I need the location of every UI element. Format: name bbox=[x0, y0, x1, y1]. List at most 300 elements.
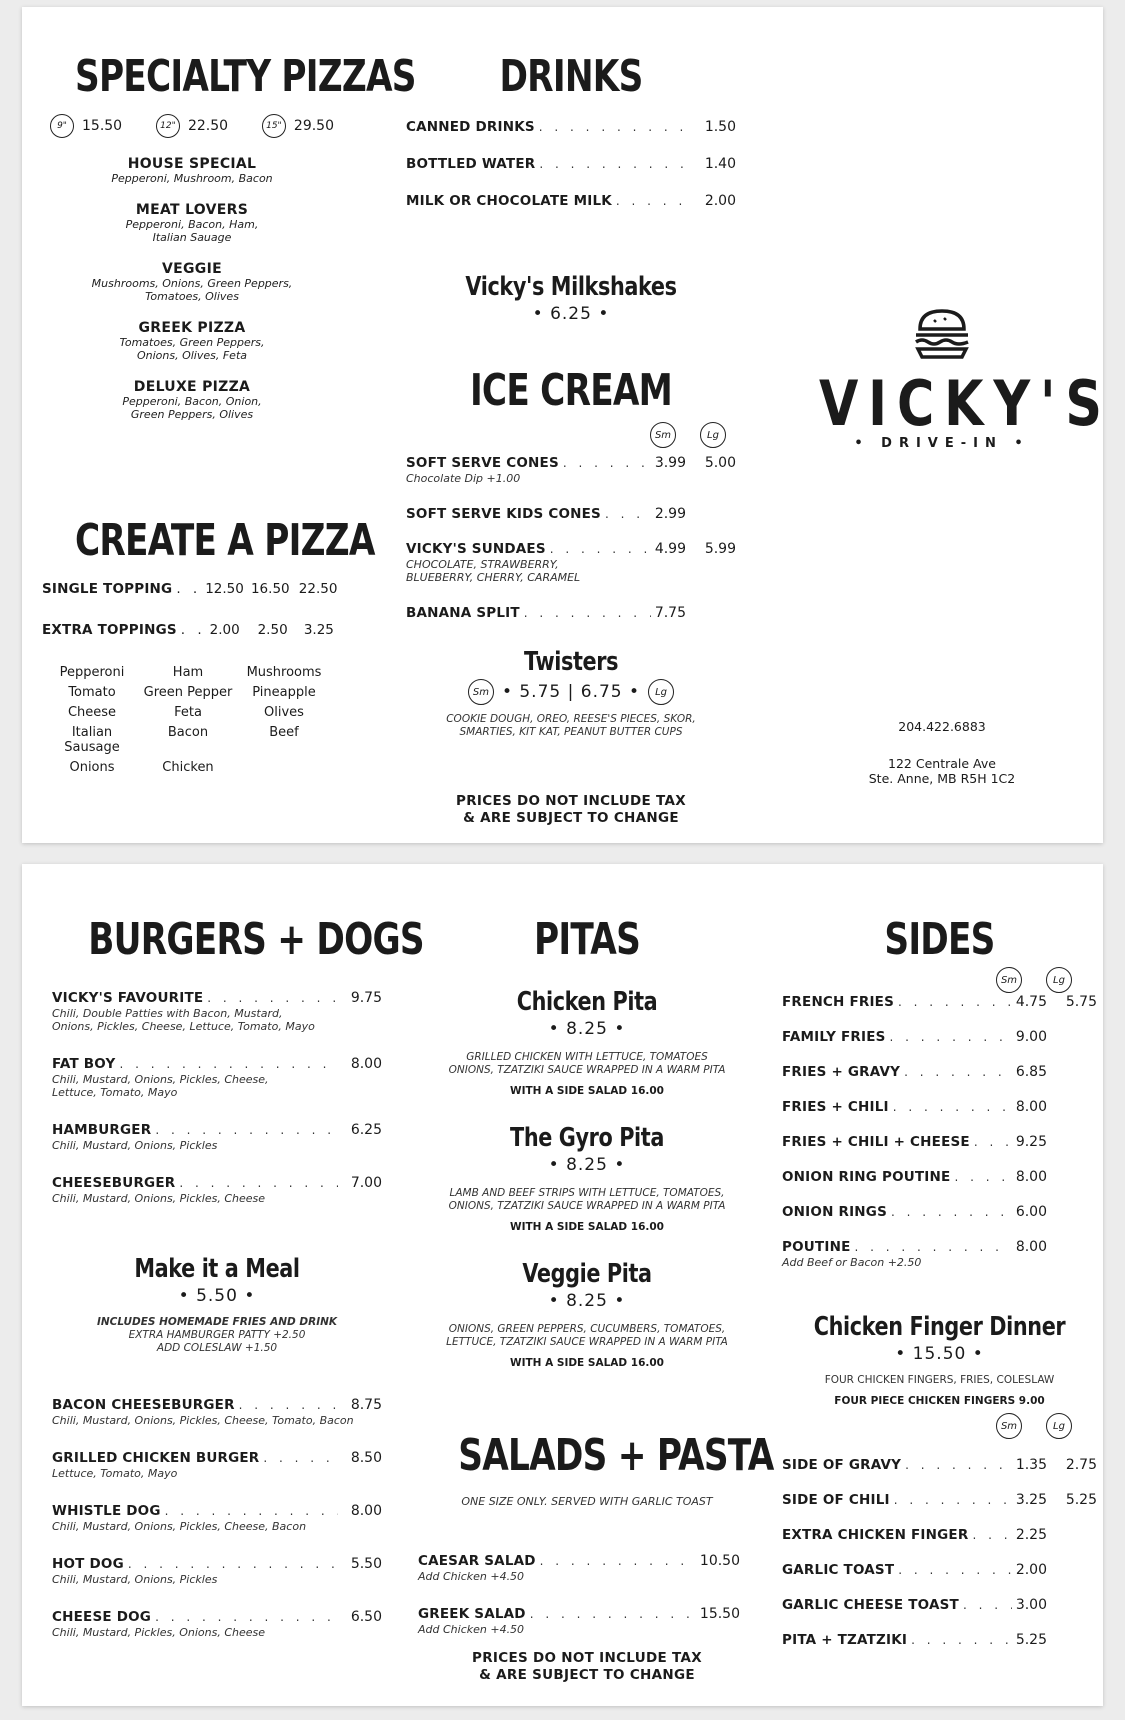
price-large: 5.75 bbox=[1065, 994, 1097, 1010]
pitas-section bbox=[422, 914, 752, 1395]
ice-cream-size-header bbox=[406, 422, 736, 452]
leader-dots bbox=[905, 1456, 1012, 1474]
price-size-12: 16.50 bbox=[250, 581, 290, 597]
pita-item bbox=[422, 1123, 752, 1233]
item-description: Chili, Double Patties with Bacon, Mustard, Onions, Pickles, Cheese, Lettuce, Tomato, Mayo bbox=[52, 1007, 315, 1033]
item-name: HAMBURGER bbox=[52, 1122, 152, 1138]
item-name: ONION RING POUTINE bbox=[782, 1169, 951, 1185]
price-small: 6.85 bbox=[1015, 1064, 1047, 1080]
side-item bbox=[782, 1526, 1097, 1544]
salads-pasta-title: SALADS + PASTA bbox=[458, 1430, 774, 1481]
pizza-name: HOUSE SPECIAL bbox=[127, 156, 257, 172]
topping-option: Italian Sausage bbox=[64, 725, 120, 755]
salads-list-section bbox=[418, 1552, 740, 1658]
price-small: 8.00 bbox=[1015, 1239, 1047, 1255]
item-name: CAESAR SALAD bbox=[418, 1553, 536, 1569]
ice-cream-title: ICE CREAM bbox=[469, 365, 673, 416]
side-item bbox=[782, 1491, 1097, 1509]
pita-item bbox=[422, 1259, 752, 1369]
item-name: HOT DOG bbox=[52, 1556, 124, 1572]
item-name: EXTRA CHICKEN FINGER bbox=[782, 1527, 969, 1543]
create-pizza-row bbox=[42, 621, 342, 639]
pizza-name: MEAT LOVERS bbox=[135, 202, 249, 218]
leader-dots bbox=[605, 505, 651, 523]
item-name: CANNED DRINKS bbox=[406, 119, 535, 135]
leader-dots bbox=[893, 1098, 1012, 1116]
menu-item-row bbox=[52, 1555, 382, 1573]
pizza-size-price: 22.50 bbox=[187, 118, 229, 134]
small-size-icon: Sm bbox=[468, 679, 494, 705]
pita-name: Veggie Pita bbox=[522, 1259, 652, 1289]
pitas-list bbox=[422, 987, 752, 1369]
item-price: 8.00 bbox=[350, 1056, 382, 1072]
twisters-price-row bbox=[406, 679, 736, 705]
leader-dots bbox=[616, 192, 692, 210]
menu-item-row bbox=[782, 1561, 1097, 1579]
price-small: 9.00 bbox=[1015, 1029, 1047, 1045]
small-size-icon: Sm bbox=[650, 422, 676, 448]
leader-dots bbox=[128, 1555, 338, 1573]
menu-item-row bbox=[52, 1396, 382, 1414]
price-size-12: 2.50 bbox=[257, 622, 288, 638]
large-size-icon: Lg bbox=[700, 422, 726, 448]
menu-item-row bbox=[52, 1174, 382, 1192]
burger-item bbox=[52, 1449, 382, 1480]
pizza-toppings: Mushrooms, Onions, Green Peppers, Tomatoes, Olives bbox=[91, 277, 293, 303]
contact-block bbox=[792, 719, 1092, 786]
price-small: 5.25 bbox=[1015, 1632, 1047, 1648]
item-description: Chili, Mustard, Onions, Pickles, Cheese, Lettuce, Tomato, Mayo bbox=[52, 1073, 269, 1099]
brand-name: VICKY'S bbox=[819, 367, 1112, 440]
item-name: BACON CHEESEBURGER bbox=[52, 1397, 235, 1413]
leader-dots bbox=[898, 993, 1012, 1011]
burgers-dogs-list-2-section bbox=[52, 1396, 382, 1661]
ice-cream-item bbox=[406, 540, 736, 584]
small-size-icon: Sm bbox=[996, 967, 1022, 993]
leader-dots bbox=[898, 1561, 1012, 1579]
burger-item bbox=[52, 1055, 382, 1099]
burger-logo-icon bbox=[912, 307, 972, 361]
drink-item bbox=[406, 192, 736, 210]
side-item bbox=[782, 1561, 1097, 1579]
specialty-pizza-item bbox=[42, 202, 342, 244]
price-small: 2.00 bbox=[1015, 1562, 1047, 1578]
twisters-section bbox=[406, 647, 736, 739]
drinks-list bbox=[406, 118, 736, 210]
side-item bbox=[782, 1238, 1097, 1269]
burger-item bbox=[52, 1502, 382, 1533]
address-line-1: 122 Centrale Ave bbox=[888, 756, 996, 771]
menu-item-row bbox=[782, 1063, 1097, 1081]
meal-includes: INCLUDES HOMEMADE FRIES AND DRINK bbox=[96, 1316, 338, 1328]
pizza-size-option bbox=[262, 114, 334, 138]
item-price: 10.50 bbox=[699, 1553, 740, 1569]
menu-item-row bbox=[782, 993, 1097, 1011]
salad-item bbox=[418, 1605, 740, 1636]
side-item bbox=[782, 993, 1097, 1011]
price-large: 5.99 bbox=[704, 541, 736, 557]
drink-item bbox=[406, 118, 736, 136]
sides-list-2-section bbox=[782, 1456, 1097, 1666]
item-description: Chocolate Dip +1.00 bbox=[406, 472, 521, 485]
item-name: FRIES + CHILI bbox=[782, 1099, 889, 1115]
topping-option: Cheese bbox=[67, 705, 117, 720]
menu-item-row bbox=[782, 1526, 1097, 1544]
price-small: 3.25 bbox=[1015, 1492, 1047, 1508]
pizza-name: VEGGIE bbox=[162, 261, 222, 277]
menu-item-row bbox=[406, 155, 736, 173]
pizza-toppings: Tomatoes, Green Peppers, Onions, Olives, Feta bbox=[119, 336, 265, 362]
milkshakes-section bbox=[406, 272, 736, 324]
leader-dots bbox=[239, 1396, 338, 1414]
menu-item-row bbox=[406, 540, 736, 558]
specialty-pizzas-section bbox=[42, 51, 416, 438]
topping-option: Tomato bbox=[68, 685, 116, 700]
sides-list bbox=[782, 993, 1097, 1269]
item-name: VICKY'S SUNDAES bbox=[406, 541, 546, 557]
large-size-icon: Lg bbox=[648, 679, 674, 705]
sides-title: SIDES bbox=[884, 914, 995, 965]
item-description: Chili, Mustard, Onions, Pickles, Cheese, Tomato, Bacon bbox=[52, 1414, 354, 1427]
item-price: 9.75 bbox=[350, 990, 382, 1006]
menu-panel-top bbox=[22, 7, 1112, 843]
specialty-pizza-item bbox=[42, 320, 342, 362]
menu-item-row bbox=[52, 1121, 382, 1139]
leader-dots bbox=[855, 1238, 1012, 1256]
item-price: 1.50 bbox=[704, 119, 736, 135]
item-name: FAT BOY bbox=[52, 1056, 116, 1072]
price-size-15: 22.50 bbox=[298, 581, 338, 597]
pizza-toppings: Pepperoni, Bacon, Onion, Green Peppers, Olives bbox=[122, 395, 262, 421]
create-pizza-row bbox=[42, 580, 342, 598]
sides-section bbox=[782, 914, 1097, 1286]
topping-option bbox=[236, 760, 332, 775]
menu-panel-bottom bbox=[22, 864, 1103, 1706]
item-name: VICKY'S FAVOURITE bbox=[52, 990, 204, 1006]
price-small: 7.75 bbox=[654, 605, 686, 621]
milkshakes-price: • 6.25 • bbox=[532, 304, 610, 324]
pita-side-salad: WITH A SIDE SALAD 16.00 bbox=[510, 1357, 664, 1369]
leader-dots bbox=[563, 454, 651, 472]
item-name: SIDE OF GRAVY bbox=[782, 1457, 902, 1473]
pizza-size-price: 29.50 bbox=[293, 118, 334, 134]
topping-option: Pineapple bbox=[252, 685, 316, 700]
price-small: 8.00 bbox=[1015, 1169, 1047, 1185]
chicken-dinner-desc: FOUR CHICKEN FINGERS, FRIES, COLESLAW bbox=[824, 1374, 1055, 1386]
burger-item bbox=[52, 989, 382, 1033]
sides2-size-header bbox=[782, 1413, 1097, 1441]
burger-item bbox=[52, 1608, 382, 1639]
item-description: CHOCOLATE, STRAWBERRY, BLUEBERRY, CHERRY, CARAMEL bbox=[406, 558, 581, 584]
meal-extra-patty: EXTRA HAMBURGER PATTY +2.50 bbox=[128, 1329, 306, 1341]
leader-dots bbox=[179, 1174, 338, 1192]
leader-dots bbox=[155, 1121, 338, 1139]
address-line-2: Ste. Anne, MB R5H 1C2 bbox=[868, 771, 1016, 786]
drinks-section bbox=[406, 51, 736, 229]
item-name: SOFT SERVE CONES bbox=[406, 455, 559, 471]
item-name: CHEESEBURGER bbox=[52, 1175, 176, 1191]
side-item bbox=[782, 1028, 1097, 1046]
pizza-name: DELUXE PIZZA bbox=[133, 379, 251, 395]
milkshakes-title: Vicky's Milkshakes bbox=[465, 272, 677, 302]
pita-price: • 8.25 • bbox=[548, 1291, 626, 1311]
leader-dots bbox=[974, 1133, 1012, 1151]
leader-dots bbox=[550, 540, 651, 558]
chicken-finger-dinner-section bbox=[782, 1312, 1097, 1441]
leader-dots bbox=[540, 1552, 696, 1570]
topping-option: Pepperoni bbox=[59, 665, 125, 680]
menu-item-row bbox=[418, 1552, 740, 1570]
topping-option: Onions bbox=[69, 760, 115, 775]
side-item bbox=[782, 1133, 1097, 1151]
specialty-pizza-item bbox=[42, 261, 342, 303]
price-small: 6.00 bbox=[1015, 1204, 1047, 1220]
toppings-grid bbox=[44, 665, 342, 775]
menu-item-row bbox=[406, 192, 736, 210]
pizza-size-icon: 9" bbox=[50, 114, 74, 138]
menu-item-row bbox=[782, 1491, 1097, 1509]
item-name: BANANA SPLIT bbox=[406, 605, 520, 621]
item-price: 7.00 bbox=[350, 1175, 382, 1191]
topping-option: Beef bbox=[269, 725, 299, 740]
item-name: FRENCH FRIES bbox=[782, 994, 895, 1010]
item-price: 6.50 bbox=[350, 1609, 382, 1625]
brand-tagline: • DRIVE-IN • bbox=[854, 436, 1030, 451]
pitas-title: PITAS bbox=[533, 914, 641, 965]
ice-cream-section bbox=[406, 365, 736, 639]
item-price: 8.75 bbox=[350, 1397, 382, 1413]
salads-pasta-section bbox=[422, 1430, 774, 1508]
drinks-title: DRINKS bbox=[499, 51, 643, 102]
pita-side-salad: WITH A SIDE SALAD 16.00 bbox=[510, 1085, 664, 1097]
row-name: EXTRA TOPPINGS bbox=[42, 622, 177, 638]
item-description: Lettuce, Tomato, Mayo bbox=[52, 1467, 178, 1480]
price-small: 8.00 bbox=[1015, 1099, 1047, 1115]
item-description: Add Chicken +4.50 bbox=[418, 1570, 525, 1583]
leader-dots bbox=[904, 1063, 1012, 1081]
side-item bbox=[782, 1596, 1097, 1614]
topping-option: Mushrooms bbox=[246, 665, 322, 680]
sides-list-2 bbox=[782, 1456, 1097, 1649]
item-price: 5.50 bbox=[350, 1556, 382, 1572]
item-name: FAMILY FRIES bbox=[782, 1029, 886, 1045]
pita-item bbox=[422, 987, 752, 1097]
leader-dots bbox=[972, 1526, 1011, 1544]
item-description: Chili, Mustard, Pickles, Onions, Cheese bbox=[52, 1626, 266, 1639]
salads-list bbox=[418, 1552, 740, 1636]
item-name: FRIES + CHILI + CHEESE bbox=[782, 1134, 970, 1150]
leader-dots bbox=[165, 1502, 338, 1520]
menu-item-row bbox=[406, 454, 736, 472]
leader-dots bbox=[207, 989, 338, 1007]
pizza-sizes-row bbox=[42, 114, 342, 138]
make-it-a-meal-section bbox=[52, 1254, 382, 1355]
item-name: MILK OR CHOCOLATE MILK bbox=[406, 193, 612, 209]
price-large: 5.25 bbox=[1065, 1492, 1097, 1508]
pita-description: GRILLED CHICKEN WITH LETTUCE, TOMATOES ONIONS, TZATZIKI SAUCE WRAPPED IN A WARM PITA bbox=[448, 1051, 726, 1076]
burgers-list-2 bbox=[52, 1396, 382, 1639]
menu-item-row bbox=[782, 1238, 1097, 1256]
item-name: BOTTLED WATER bbox=[406, 156, 536, 172]
price-large: 2.75 bbox=[1065, 1457, 1097, 1473]
leader-dots bbox=[530, 1605, 696, 1623]
twisters-title: Twisters bbox=[523, 647, 619, 677]
menu-item-row bbox=[52, 989, 382, 1007]
salad-item bbox=[418, 1552, 740, 1583]
item-price: 2.00 bbox=[704, 193, 736, 209]
leader-dots bbox=[891, 1203, 1012, 1221]
chicken-dinner-title: Chicken Finger Dinner bbox=[813, 1312, 1066, 1342]
menu-item-row bbox=[782, 1456, 1097, 1474]
leader-dots bbox=[155, 1608, 338, 1626]
pita-name: The Gyro Pita bbox=[510, 1123, 664, 1153]
menu-item-row bbox=[782, 1028, 1097, 1046]
menu-item-row bbox=[782, 1168, 1097, 1186]
ice-cream-item bbox=[406, 454, 736, 485]
leader-dots bbox=[894, 1491, 1012, 1509]
row-dots: . . bbox=[180, 622, 206, 638]
pita-side-salad: WITH A SIDE SALAD 16.00 bbox=[510, 1221, 664, 1233]
item-description: Chili, Mustard, Onions, Pickles, Cheese bbox=[52, 1192, 266, 1205]
price-small: 4.75 bbox=[1015, 994, 1047, 1010]
item-description: Add Chicken +4.50 bbox=[418, 1623, 525, 1636]
create-a-pizza-title: CREATE A PIZZA bbox=[75, 515, 375, 566]
ice-cream-item bbox=[406, 604, 736, 622]
leader-dots bbox=[524, 604, 651, 622]
price-size-15: 3.25 bbox=[303, 622, 334, 638]
side-item bbox=[782, 1203, 1097, 1221]
pita-name: Chicken Pita bbox=[516, 987, 658, 1017]
specialty-pizza-item bbox=[42, 156, 342, 185]
menu-item-row bbox=[782, 1596, 1097, 1614]
item-name: POUTINE bbox=[782, 1239, 851, 1255]
price-small: 1.35 bbox=[1015, 1457, 1047, 1473]
pizza-name: GREEK PIZZA bbox=[138, 320, 246, 336]
topping-option: Chicken bbox=[162, 760, 214, 775]
brand-block bbox=[792, 307, 1112, 451]
side-item bbox=[782, 1631, 1097, 1649]
menu-item-row bbox=[406, 505, 736, 523]
pita-price: • 8.25 • bbox=[548, 1155, 626, 1175]
price-small: 3.00 bbox=[1015, 1597, 1047, 1613]
burgers-dogs-section bbox=[52, 914, 424, 1227]
item-name: FRIES + GRAVY bbox=[782, 1064, 901, 1080]
burgers-dogs-title: BURGERS + DOGS bbox=[88, 914, 424, 965]
topping-option: Feta bbox=[174, 705, 202, 720]
phone-number: 204.422.6883 bbox=[898, 719, 986, 734]
menu-item-row bbox=[52, 1502, 382, 1520]
item-price: 8.50 bbox=[350, 1450, 382, 1466]
twisters-flavours: COOKIE DOUGH, OREO, REESE'S PIECES, SKOR, SMARTIES, KIT KAT, PEANUT BUTTER CUPS bbox=[446, 713, 696, 738]
menu-item-row bbox=[782, 1203, 1097, 1221]
pita-description: ONIONS, GREEN PEPPERS, CUCUMBERS, TOMATOES, LETTUCE, TZATZIKI SAUCE WRAPPED IN A WARM PITA bbox=[446, 1323, 728, 1348]
side-item bbox=[782, 1456, 1097, 1474]
leader-dots bbox=[263, 1449, 338, 1467]
leader-dots bbox=[890, 1028, 1012, 1046]
leader-dots bbox=[911, 1631, 1012, 1649]
pizza-size-option bbox=[156, 114, 228, 138]
burger-item bbox=[52, 1121, 382, 1152]
topping-option: Green Pepper bbox=[143, 685, 233, 700]
meal-title: Make it a Meal bbox=[134, 1254, 300, 1284]
small-size-icon: Sm bbox=[996, 1413, 1022, 1439]
create-pizza-price-rows bbox=[42, 580, 342, 639]
specialty-pizza-item bbox=[42, 379, 342, 421]
item-description: Chili, Mustard, Onions, Pickles bbox=[52, 1139, 218, 1152]
drink-item bbox=[406, 155, 736, 173]
item-name: SIDE OF CHILI bbox=[782, 1492, 890, 1508]
large-size-icon: Lg bbox=[1046, 1413, 1072, 1439]
item-name: GARLIC CHEESE TOAST bbox=[782, 1597, 959, 1613]
salads-note: ONE SIZE ONLY. SERVED WITH GARLIC TOAST bbox=[461, 1495, 713, 1508]
row-dots: . . bbox=[176, 581, 202, 597]
topping-option: Bacon bbox=[167, 725, 209, 740]
meal-coleslaw: ADD COLESLAW +1.50 bbox=[156, 1342, 278, 1354]
sides-size-header bbox=[782, 967, 1097, 995]
ice-cream-list bbox=[406, 454, 736, 622]
item-name: SOFT SERVE KIDS CONES bbox=[406, 506, 601, 522]
item-description: Chili, Mustard, Onions, Pickles, Cheese, Bacon bbox=[52, 1520, 307, 1533]
side-item bbox=[782, 1098, 1097, 1116]
pizza-size-price: 15.50 bbox=[82, 118, 123, 134]
pizza-size-icon: 12" bbox=[156, 114, 180, 138]
burgers-list bbox=[52, 989, 382, 1205]
chicken-dinner-price: • 15.50 • bbox=[895, 1344, 984, 1364]
menu-item-row bbox=[782, 1133, 1097, 1151]
large-size-icon: Lg bbox=[1046, 967, 1072, 993]
pita-price: • 8.25 • bbox=[548, 1019, 626, 1039]
menu-item-row bbox=[52, 1055, 382, 1073]
price-small: 4.99 bbox=[654, 541, 686, 557]
menu-item-row bbox=[52, 1608, 382, 1626]
menu-item-row bbox=[782, 1098, 1097, 1116]
item-price: 6.25 bbox=[350, 1122, 382, 1138]
leader-dots bbox=[954, 1168, 1011, 1186]
leader-dots bbox=[539, 118, 692, 136]
leader-dots bbox=[963, 1596, 1012, 1614]
menu-item-row bbox=[52, 1449, 382, 1467]
menu-item-row bbox=[406, 118, 736, 136]
burger-item bbox=[52, 1555, 382, 1586]
pizza-size-icon: 15" bbox=[262, 114, 286, 138]
price-small: 9.25 bbox=[1015, 1134, 1047, 1150]
item-name: ONION RINGS bbox=[782, 1204, 887, 1220]
menu-item-row bbox=[782, 1631, 1097, 1649]
side-item bbox=[782, 1168, 1097, 1186]
tax-note-bottom: PRICES DO NOT INCLUDE TAX & ARE SUBJECT TO CHANGE bbox=[472, 1650, 702, 1683]
specialty-pizzas-title: SPECIALTY PIZZAS bbox=[75, 51, 416, 102]
leader-dots bbox=[119, 1055, 338, 1073]
side-item bbox=[782, 1063, 1097, 1081]
create-a-pizza-section bbox=[42, 515, 375, 775]
item-name: CHEESE DOG bbox=[52, 1609, 152, 1625]
item-name: GRILLED CHICKEN BURGER bbox=[52, 1450, 260, 1466]
item-name: GREEK SALAD bbox=[418, 1606, 526, 1622]
burger-item bbox=[52, 1174, 382, 1205]
item-price: 15.50 bbox=[699, 1606, 740, 1622]
price-small: 2.99 bbox=[654, 506, 686, 522]
pizza-toppings: Pepperoni, Mushroom, Bacon bbox=[111, 172, 273, 185]
topping-option: Ham bbox=[172, 665, 204, 680]
chicken-dinner-extra: FOUR PIECE CHICKEN FINGERS 9.00 bbox=[834, 1395, 1045, 1407]
pizza-toppings: Pepperoni, Bacon, Ham, Italian Sauage bbox=[125, 218, 259, 244]
item-price: 8.00 bbox=[350, 1503, 382, 1519]
item-price: 1.40 bbox=[704, 156, 736, 172]
item-name: WHISTLE DOG bbox=[52, 1503, 161, 1519]
topping-option: Olives bbox=[264, 705, 304, 720]
specialty-pizza-list bbox=[42, 156, 342, 421]
price-size-9: 12.50 bbox=[205, 581, 244, 597]
